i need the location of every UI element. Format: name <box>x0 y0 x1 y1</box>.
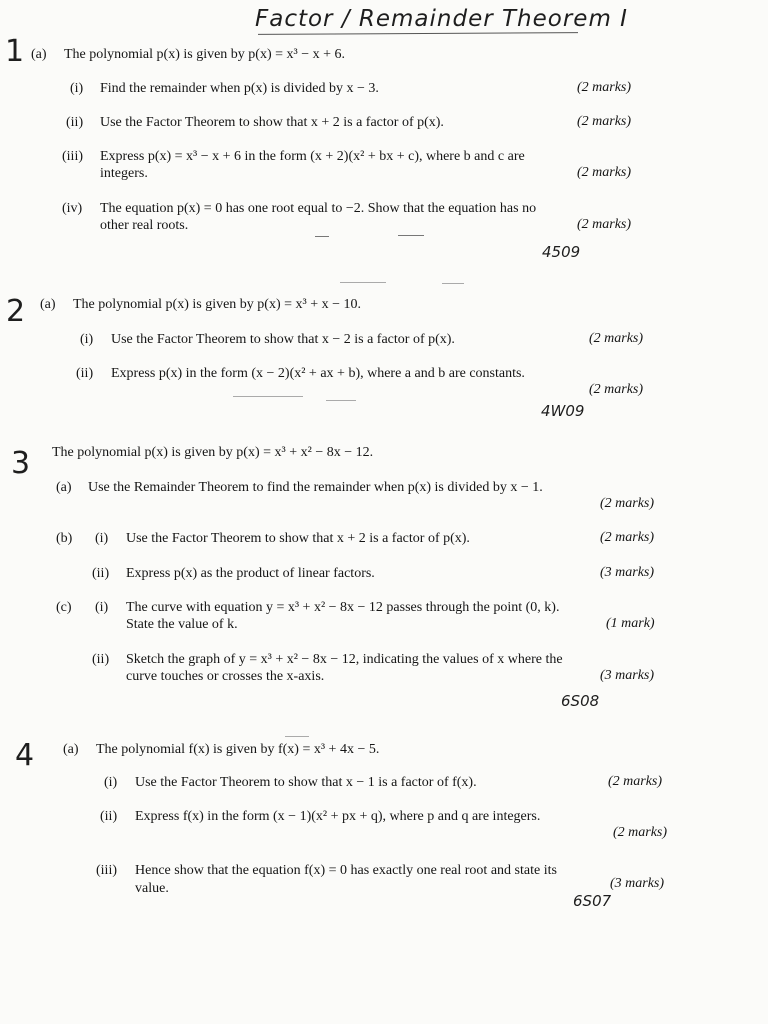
q3-part-text-cont: State the value of k. <box>126 617 238 632</box>
q1-a-text: The polynomial p(x) is given by p(x) = x³ − x + 6. <box>64 47 346 62</box>
q4-a-text: The polynomial f(x) is given by f(x) = x³ + 4x − 5. <box>96 742 380 757</box>
page-title: Factor / Remainder Theorem I <box>255 6 628 32</box>
q3-part-text-cont: curve touches or crosses the x-axis. <box>126 669 325 684</box>
question-number-2: 2 <box>6 294 26 329</box>
scan-mark <box>326 400 356 401</box>
q4-part-text: Use the Factor Theorem to show that x − 1 is a factor of f(x). <box>135 775 477 790</box>
q4-part-text: Hence show that the equation f(x) = 0 has exactly one real root and state its <box>135 863 557 878</box>
q1-part-label: (iii) <box>62 149 83 164</box>
q3-subpart-label: (ii) <box>92 566 110 581</box>
q1-part-text: Find the remainder when p(x) is divided by x − 3. <box>100 81 379 96</box>
question-code: 4509 <box>542 243 581 261</box>
q1-part-marks: (2 marks) <box>577 80 632 95</box>
q1-part-text: The equation p(x) = 0 has one root equal to −2. Show that the equation has no <box>100 201 537 216</box>
q2-part-marks: (2 marks) <box>589 382 644 397</box>
question-number-4: 4 <box>15 738 35 773</box>
q3-subpart-label: (i) <box>95 600 109 615</box>
q2-part-text: Use the Factor Theorem to show that x − 2 is a factor of p(x). <box>111 332 455 347</box>
scan-mark <box>285 736 309 737</box>
scan-mark <box>442 283 464 284</box>
q1-part-text-cont: other real roots. <box>100 218 189 233</box>
q4-part-marks: (2 marks) <box>613 825 668 840</box>
q3-intro: The polynomial p(x) is given by p(x) = x³ + x² − 8x − 12. <box>52 445 374 460</box>
q3-part-marks: (3 marks) <box>600 668 655 683</box>
question-code: 6S08 <box>561 692 600 710</box>
q3-part-text: Use the Factor Theorem to show that x + 2 is a factor of p(x). <box>126 531 470 546</box>
question-code: 6S07 <box>573 892 612 910</box>
q3-subpart-label: (i) <box>95 531 109 546</box>
q1-part-label: (i) <box>70 81 84 96</box>
q3-part-marks: (2 marks) <box>600 496 655 511</box>
q4-part-marks: (3 marks) <box>610 876 665 891</box>
q3-part-label: (c) <box>56 600 72 615</box>
q1-part-marks: (2 marks) <box>577 165 632 180</box>
q2-part-label: (ii) <box>76 366 94 381</box>
q2-part-label: (i) <box>80 332 94 347</box>
scan-mark <box>340 282 386 283</box>
q3-part-label: (b) <box>56 531 73 546</box>
q4-part-text: Express f(x) in the form (x − 1)(x² + px + q), where p and q are integers. <box>135 809 541 824</box>
question-number-1: 1 <box>5 34 25 69</box>
q3-part-marks: (2 marks) <box>600 530 655 545</box>
q4-part-label: (iii) <box>96 863 117 878</box>
q3-part-text: Use the Remainder Theorem to find the remainder when p(x) is divided by x − 1. <box>88 480 543 495</box>
q4-part-label: (i) <box>104 775 118 790</box>
q4-part-label: (ii) <box>100 809 118 824</box>
q1-part-text: Use the Factor Theorem to show that x + 2 is a factor of p(x). <box>100 115 444 130</box>
q3-part-text: Sketch the graph of y = x³ + x² − 8x − 12, indicating the values of x where the <box>126 652 563 667</box>
q2-a-label: (a) <box>40 297 56 312</box>
q2-part-marks: (2 marks) <box>589 331 644 346</box>
q1-part-marks: (2 marks) <box>577 114 632 129</box>
q3-part-label: (a) <box>56 480 72 495</box>
q1-part-text-cont: integers. <box>100 166 148 181</box>
q3-part-text: The curve with equation y = x³ + x² − 8x − 12 passes through the point (0, k). <box>126 600 560 615</box>
q3-part-marks: (1 mark) <box>606 616 655 631</box>
title-underline <box>258 32 578 35</box>
q1-part-text: Express p(x) = x³ − x + 6 in the form (x + 2)(x² + bx + c), where b and c are <box>100 149 525 164</box>
q1-part-marks: (2 marks) <box>577 217 632 232</box>
question-number-3: 3 <box>11 446 31 481</box>
q4-a-label: (a) <box>63 742 79 757</box>
q4-part-marks: (2 marks) <box>608 774 663 789</box>
q1-part-label: (ii) <box>66 115 84 130</box>
q2-part-text: Express p(x) in the form (x − 2)(x² + ax + b), where a and b are constants. <box>111 366 525 381</box>
scan-mark <box>398 235 424 236</box>
scan-mark <box>315 236 329 237</box>
q3-part-text: Express p(x) as the product of linear factors. <box>126 566 375 581</box>
scan-mark <box>233 396 303 397</box>
q3-part-marks: (3 marks) <box>600 565 655 580</box>
q4-part-text-cont: value. <box>135 881 169 896</box>
q1-a-label: (a) <box>31 47 47 62</box>
q1-part-label: (iv) <box>62 201 83 216</box>
q3-subpart-label: (ii) <box>92 652 110 667</box>
q2-a-text: The polynomial p(x) is given by p(x) = x³ + x − 10. <box>73 297 362 312</box>
question-code: 4W09 <box>541 402 585 420</box>
